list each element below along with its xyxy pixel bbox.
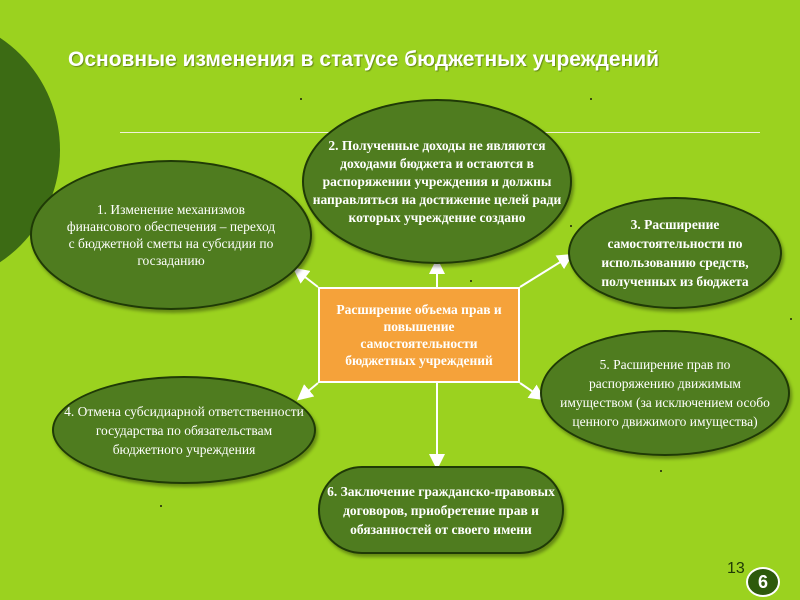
node-2 xyxy=(302,99,572,264)
center-box xyxy=(318,287,520,383)
node-3 xyxy=(568,197,782,309)
node-2-text: 2. Полученные доходы не являются доходами бюджета и остаются в распоряжении учреждения и должны направляться на достижение целей ради которых учреждение создано xyxy=(312,137,562,225)
slide-number: 13 xyxy=(727,560,745,577)
node-5-text: 5. Расширение прав по распоряжению движимым имуществом (за исключением особо ценного движимого имущества) xyxy=(560,357,770,429)
node-1-text: 1. Изменение механизмов финансового обеспечения – переход с бюджетной сметы на субсидии по госзаданию xyxy=(66,202,276,268)
page-badge: 6 xyxy=(746,567,780,597)
node-4-text: 4. Отмена субсидиарной ответственности государства по обязательствам бюджетного учреждения xyxy=(64,403,304,457)
node-6 xyxy=(318,466,564,554)
node-5 xyxy=(540,330,790,456)
node-3-text: 3. Расширение самостоятельности по использованию средств, полученных из бюджета xyxy=(601,217,749,289)
page-title: Основные изменения в статусе бюджетных учреждений xyxy=(68,48,660,71)
node-4 xyxy=(52,376,316,484)
arrow-to-node-4 xyxy=(300,383,318,398)
arrow-to-node-5 xyxy=(520,383,542,398)
node-6-text: 6. Заключение гражданско-правовых договоров, приобретение прав и обязанностей от своего имени xyxy=(327,483,555,537)
node-1 xyxy=(30,160,312,310)
arrow-to-node-3 xyxy=(520,256,570,287)
center-text: Расширение объема прав и повышение самостоятельности бюджетных учреждений xyxy=(336,302,502,368)
arrow-to-node-1 xyxy=(296,270,318,287)
